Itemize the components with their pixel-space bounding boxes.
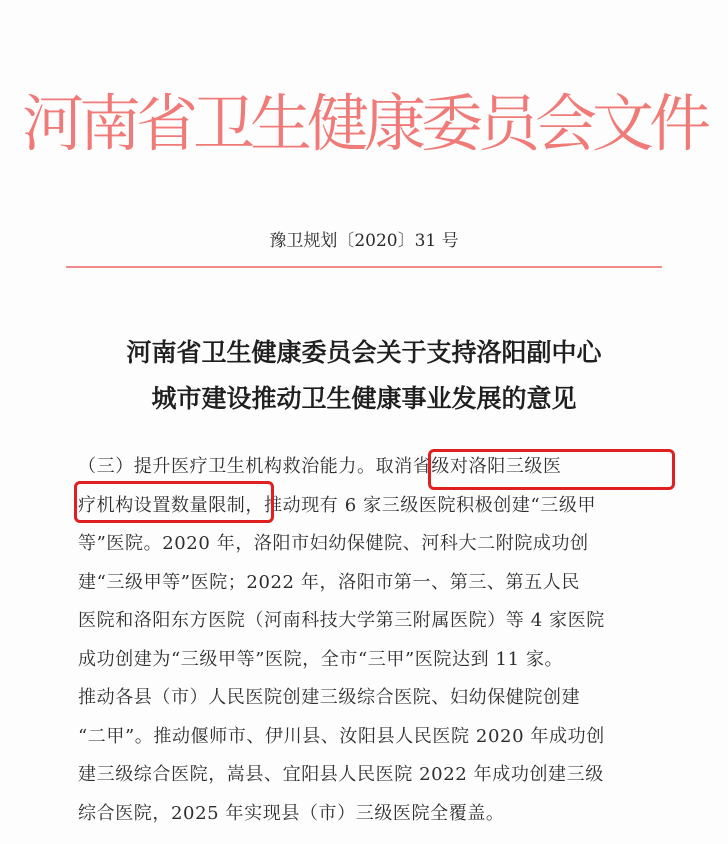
body-line: 建“三级甲等”医院；2022 年，洛阳市第一、第三、第五人民 <box>78 571 580 593</box>
document-title <box>0 330 728 422</box>
red-divider-line <box>66 266 662 268</box>
body-line: 等”医院。2020 年，洛阳市妇幼保健院、河科大二附院成功创 <box>78 533 589 554</box>
highlight-box <box>74 481 274 523</box>
body-line: 建三级综合医院，嵩县、宜阳县人民医院 2022 年成功创建三级 <box>78 764 604 785</box>
document-number: 豫卫规划〔2020〕31 号 <box>269 231 459 251</box>
body-line: （三）提升医疗卫生机构救治能力。取消省级对洛阳三级医 <box>78 456 562 477</box>
body-line: 推动各县（市）人民医院创建三级综合医院、妇幼保健院创建 <box>78 687 581 708</box>
letterhead-title: 河南省卫生健康委员会文件 <box>21 87 706 160</box>
body-line: 医院和洛阳东方医院（河南科技大学第三附属医院）等 4 家医院 <box>78 610 605 631</box>
highlight-box <box>428 449 675 490</box>
body-line: 疗机构设置数量限制，推动现有 6 家三级医院积极创建“三级甲 <box>78 494 597 516</box>
document-title-line-2: 城市建设推动卫生健康事业发展的意见 <box>151 384 577 413</box>
body-line: “二甲”。推动偃师市、伊川县、汝阳县人民医院 2020 年成功创 <box>78 725 605 747</box>
body-line: 成功创建为“三级甲等”医院，全市“三甲”医院达到 11 家。 <box>78 648 564 670</box>
body-line: 综合医院，2025 年实现县（市）三级医院全覆盖。 <box>78 802 505 824</box>
document-title-line-1: 河南省卫生健康委员会关于支持洛阳副中心 <box>126 338 602 367</box>
